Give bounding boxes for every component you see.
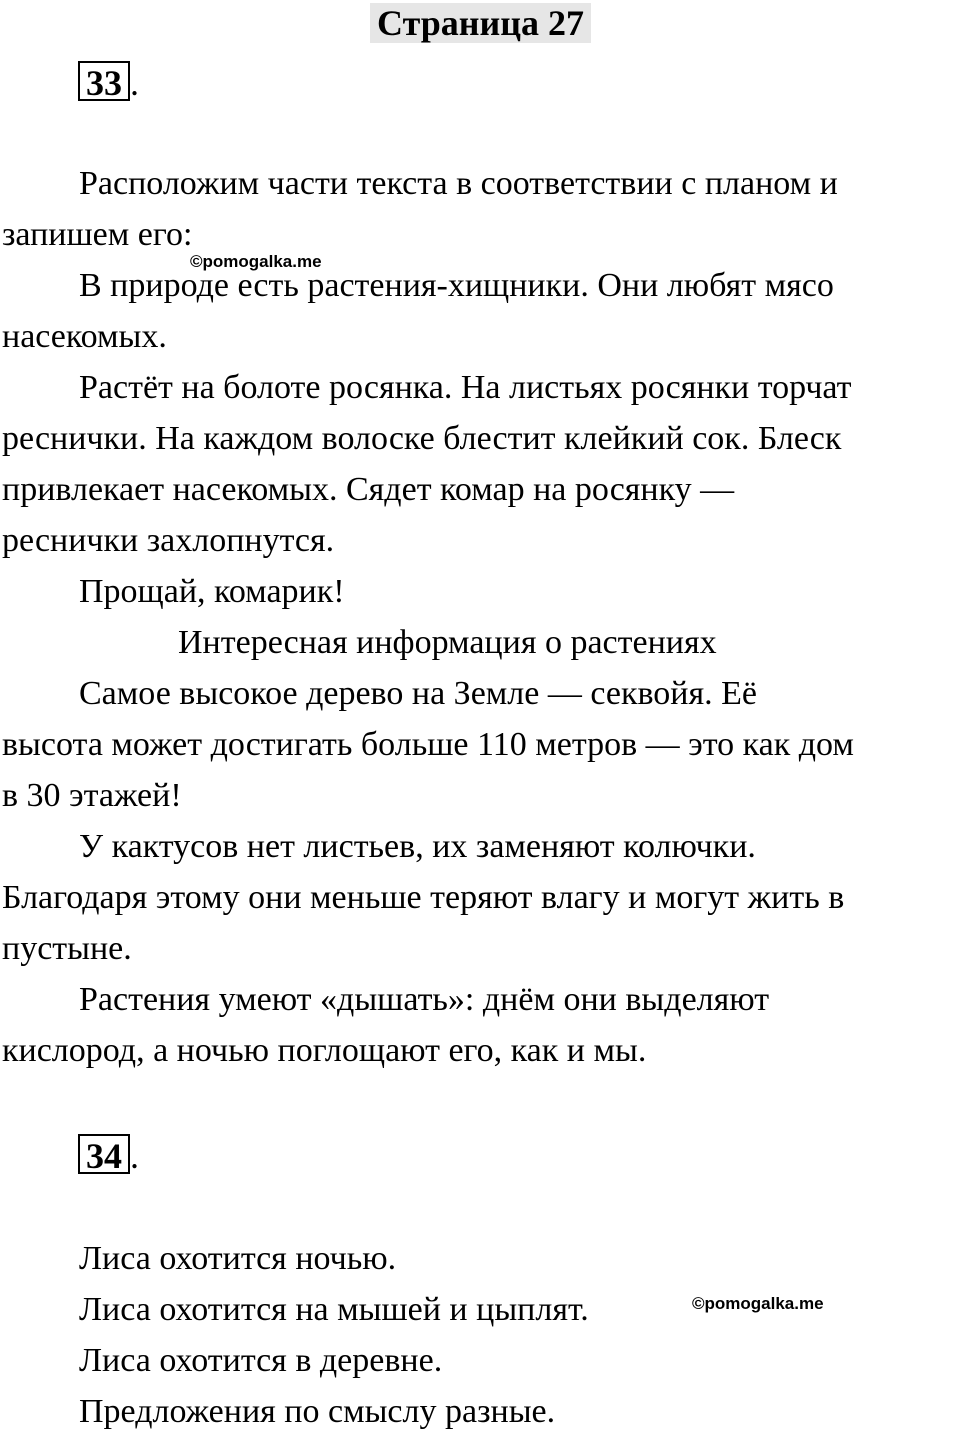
page-title: Страница 27 xyxy=(370,3,591,43)
paragraph-line: реснички захлопнутся. xyxy=(2,522,335,559)
task-number-dot: . xyxy=(130,63,139,103)
paragraph-line: высота может достигать больше 110 метров — это как дом xyxy=(2,726,854,763)
task-number-dot: . xyxy=(130,1136,139,1176)
paragraph-line: пустыне. xyxy=(2,930,132,967)
task-34-text xyxy=(2,1233,960,1437)
paragraph-line: Благодаря этому они меньше теряют влагу и могут жить в xyxy=(2,879,845,916)
paragraph-line: Растёт на болоте росянка. На листьях росянки торчат xyxy=(79,369,852,406)
paragraph-line: насекомых. xyxy=(2,318,167,355)
paragraph-line: Расположим части текста в соответствии с планом и xyxy=(79,165,838,202)
answer-line: Лиса охотится в деревне. xyxy=(79,1342,443,1379)
paragraph-line: кислород, а ночью поглощают его, как и мы. xyxy=(2,1032,647,1069)
task-33-text xyxy=(2,158,960,1076)
watermark-bottom: ©pomogalka.me xyxy=(692,1294,824,1313)
paragraph-line: У кактусов нет листьев, их заменяют колючки. xyxy=(79,828,756,865)
task-number-34 xyxy=(78,1134,139,1174)
paragraph-line: запишем его: xyxy=(2,216,193,253)
task-number-box: 34 xyxy=(78,1134,130,1174)
task-number-box: 33 xyxy=(78,61,130,101)
paragraph-line: Растения умеют «дышать»: днём они выделяют xyxy=(79,981,770,1018)
paragraph-line: в 30 этажей! xyxy=(2,777,182,814)
task-number-33 xyxy=(78,61,139,101)
section-heading: Интересная информация о растениях xyxy=(178,624,717,661)
answer-line: Лиса охотится ночью. xyxy=(79,1240,397,1277)
answer-line: Лиса охотится на мышей и цыплят. xyxy=(79,1291,589,1328)
watermark-top: ©pomogalka.me xyxy=(190,252,322,271)
paragraph-line: Прощай, комарик! xyxy=(79,573,345,610)
paragraph-line: привлекает насекомых. Сядет комар на росянку — xyxy=(2,471,735,508)
paragraph-line: Самое высокое дерево на Земле — секвойя. Её xyxy=(79,675,757,712)
answer-line: Предложения по смыслу разные. xyxy=(79,1393,556,1430)
paragraph-line: В природе есть растения-хищники. Они любят мясо xyxy=(79,267,834,304)
paragraph-line: реснички. На каждом волоске блестит клейкий сок. Блеск xyxy=(2,420,842,457)
